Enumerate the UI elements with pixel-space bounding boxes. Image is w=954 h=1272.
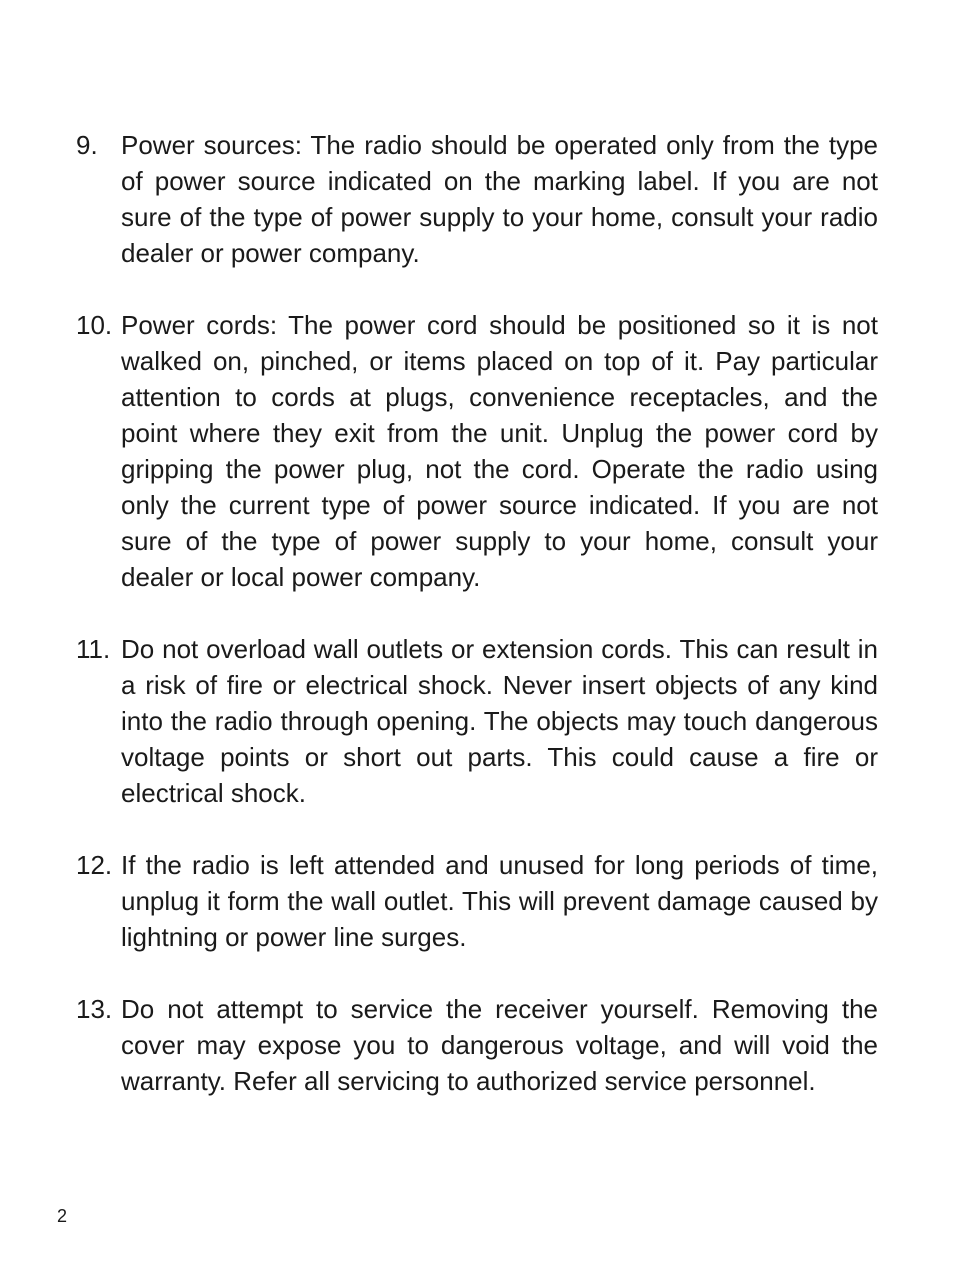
instruction-item-10 xyxy=(76,307,878,595)
instruction-text: Power cords: The power cord should be positioned so it is not walked on, pinched, or items placed on top of it. Pay particular attention to cords at plugs, convenience receptacles, and the point where they exit from the unit. Unplug the power cord by gripping the power plug, not the cord. Operate the radio using only the current type of power source indicated. If you are not sure of the type of power supply to your home, consult your dealer or local power company. xyxy=(121,310,878,592)
instruction-number: 11. xyxy=(76,634,111,664)
instruction-text: Do not overload wall outlets or extension cords. This can result in a risk of fire or electrical shock. Never insert objects of any kind into the radio through opening. The objects may touch dangerous voltage points or short out parts. This could cause a fire or electrical shock. xyxy=(121,634,878,808)
instruction-text: If the radio is left attended and unused for long periods of time, unplug it form the wall outlet. This will prevent damage caused by lightning or power line surges. xyxy=(121,850,878,952)
instruction-item-9 xyxy=(76,127,878,271)
instruction-item-11 xyxy=(76,631,878,811)
instruction-number: 12. xyxy=(76,850,113,880)
instruction-number: 10. xyxy=(76,310,113,340)
instruction-item-12 xyxy=(76,847,878,955)
page-number: 2 xyxy=(57,1206,68,1226)
safety-instructions-list xyxy=(76,127,878,1135)
instruction-item-13 xyxy=(76,991,878,1099)
instruction-number: 13. xyxy=(76,994,113,1024)
instruction-number: 9. xyxy=(76,130,98,160)
instruction-text: Power sources: The radio should be operated only from the type of power source indicated on the marking label. If you are not sure of the type of power supply to your home, consult your radio dealer or power company. xyxy=(121,130,878,268)
instruction-text: Do not attempt to service the receiver yourself. Removing the cover may expose you to dangerous voltage, and will void the warranty. Refer all servicing to authorized service personnel. xyxy=(121,994,878,1096)
